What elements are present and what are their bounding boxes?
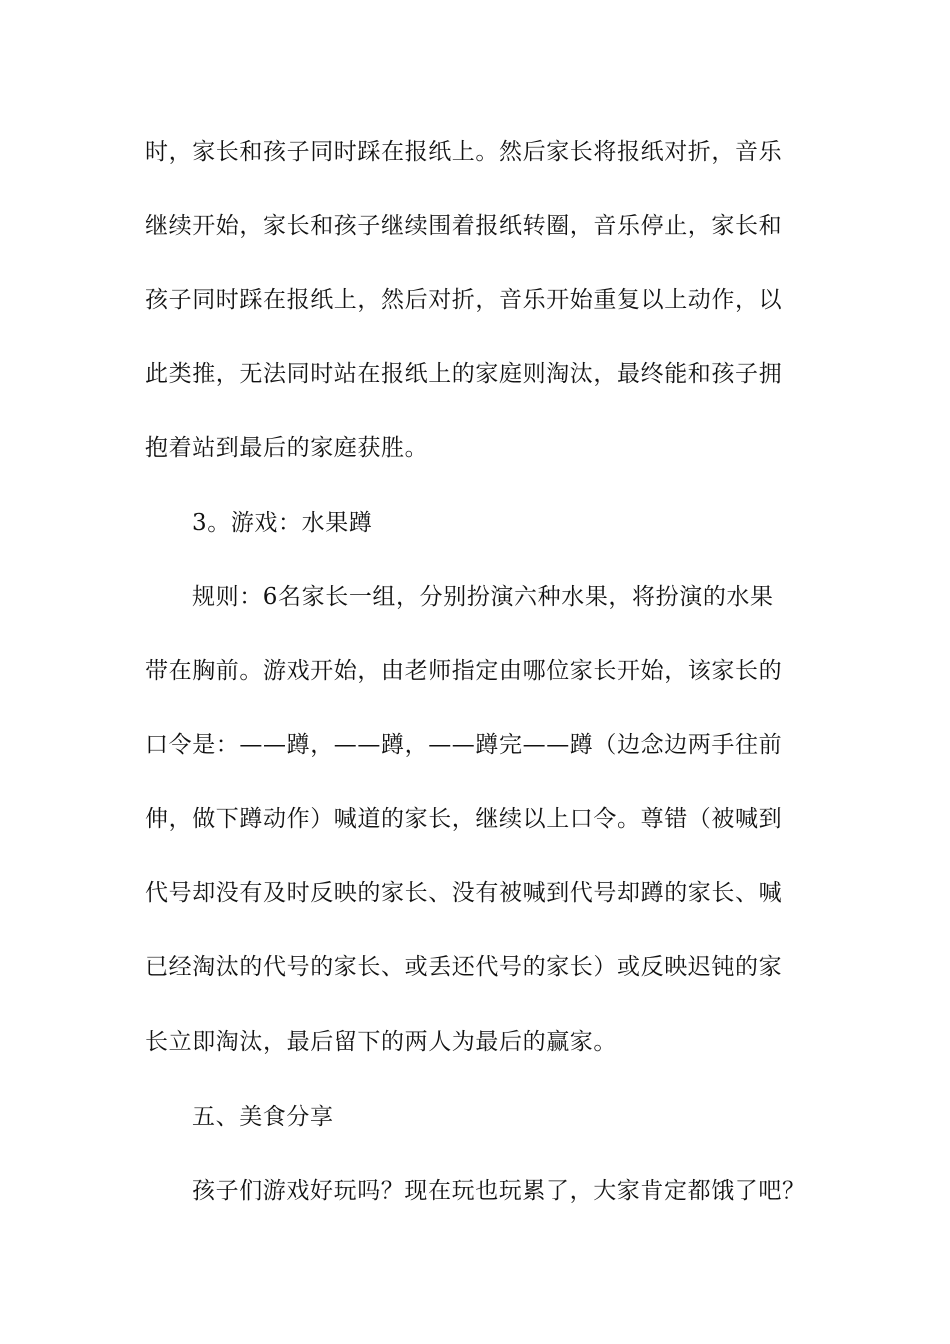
paragraph-line: 已经淘汰的代号的家长、或丢还代号的家长）或反映迟钝的家 xyxy=(145,954,783,980)
paragraph-line: 抱着站到最后的家庭获胜。 xyxy=(145,435,429,461)
section-heading: 五、美食分享 xyxy=(192,1104,334,1130)
paragraph-line: 代号却没有及时反映的家长、没有被喊到代号却蹲的家长、喊 xyxy=(145,880,783,906)
paragraph-line: 长立即淘汰，最后留下的两人为最后的赢家。 xyxy=(145,1029,617,1055)
paragraph-line: 继续开始，家长和孩子继续围着报纸转圈，音乐停止，家长和 xyxy=(145,213,783,239)
paragraph-line: 此类推，无法同时站在报纸上的家庭则淘汰，最终能和孩子拥 xyxy=(145,361,783,387)
paragraph-line: 孩子同时踩在报纸上，然后对折，音乐开始重复以上动作，以 xyxy=(145,287,783,313)
paragraph-line: 伸，做下蹲动作）喊道的家长，继续以上口令。尊错（被喊到 xyxy=(145,806,783,832)
section-heading: 3。游戏：水果蹲 xyxy=(192,510,373,536)
paragraph-line: 时，家长和孩子同时踩在报纸上。然后家长将报纸对折，音乐 xyxy=(145,139,783,165)
paragraph-line: 口令是：——蹲，——蹲，——蹲完——蹲（边念边两手往前 xyxy=(145,732,783,758)
paragraph-line: 孩子们游戏好玩吗？现在玩也玩累了，大家肯定都饿了吧？ xyxy=(192,1178,806,1204)
paragraph-line: 规则：6名家长一组，分别扮演六种水果，将扮演的水果 xyxy=(192,584,774,610)
paragraph-line: 带在胸前。游戏开始，由老师指定由哪位家长开始，该家长的 xyxy=(145,658,783,684)
